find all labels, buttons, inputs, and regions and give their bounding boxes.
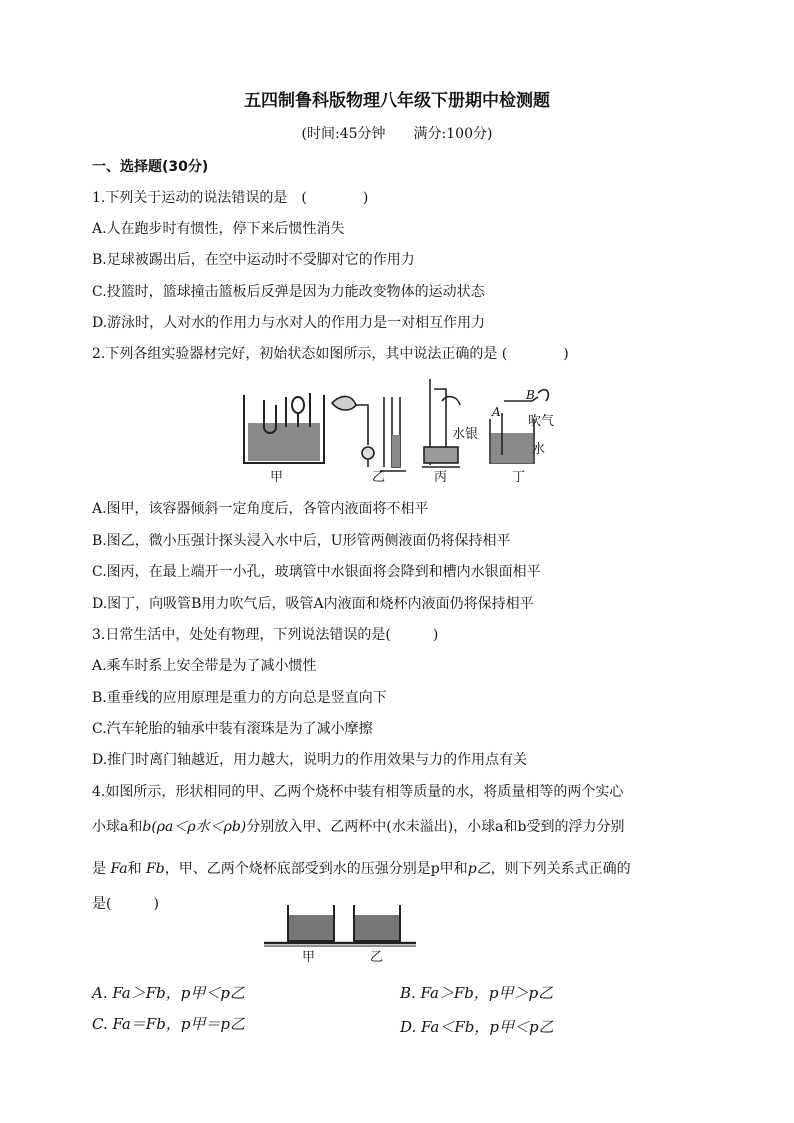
q4-figure-beakers: [262, 895, 422, 965]
q4-symbol-p-yi: p乙: [467, 861, 491, 877]
q2-option-b: B.图乙，微小压强计探头浸入水中后，U形管两侧液面仍将保持相平: [92, 533, 511, 549]
q4-line3-a: 是: [92, 861, 106, 877]
q4-line3: [92, 858, 631, 878]
q3-stem: 3.日常生活中，处处有物理，下列说法错误的是( ): [92, 627, 439, 643]
q2-option-c: C.图丙，在最上端开一小孔，玻璃管中水银面将会降到和槽内水银面相平: [92, 564, 541, 580]
q4-formula-density: b(ρa＜ρ水＜ρb): [142, 819, 247, 835]
label-water: 水: [532, 442, 546, 457]
q3-option-d: D.推门时离门轴越近，用力越大，说明力的作用效果与力的作用点有关: [92, 752, 528, 768]
q4-line3-b: ，甲、乙两个烧杯底部受到水的压强分别是p甲和: [164, 861, 468, 877]
q2-figure: [234, 375, 574, 485]
q4-line2-b: 分别放入甲、乙两杯中(水未溢出)，小球a和b受到的浮力分别: [246, 819, 625, 835]
page-title: 五四制鲁科版物理八年级下册期中检测题: [244, 91, 550, 111]
q4-line2-a: 小球a和: [92, 819, 143, 835]
q4-option-c: C. Fa＝Fb，p甲＝p乙: [92, 1015, 246, 1033]
q1-option-d: D.游泳时，人对水的作用力与水对人的作用力是一对相互作用力: [92, 315, 486, 331]
q4-option-d: D. Fa＜Fb，p甲＜p乙: [400, 1018, 554, 1036]
caption-beaker-yi: 乙: [370, 950, 384, 965]
q2-option-d: D.图丁，向吸管B用力吹气后，吸管A内液面和烧杯内液面仍将保持相平: [92, 596, 534, 612]
q1-option-b: B.足球被踢出后，在空中运动时不受脚对它的作用力: [92, 252, 415, 268]
q4-line2: [92, 816, 624, 836]
q3-option-c: C.汽车轮胎的轴承中装有滚珠是为了减小摩擦: [92, 721, 373, 737]
caption-yi: 乙: [372, 470, 386, 485]
q2-stem: 2.下列各组实验器材完好，初始状态如图所示，其中说法正确的是 ( ): [92, 346, 569, 362]
label-blow: 吹气: [528, 414, 555, 429]
q4-option-a: A. Fa＞Fb，p甲＜p乙: [92, 984, 245, 1002]
q2-option-a: A.图甲，该容器倾斜一定角度后，各管内液面将不相平: [92, 501, 429, 517]
q3-option-a: A.乘车时系上安全带是为了减小惯性: [92, 658, 317, 674]
caption-bing: 丙: [434, 470, 448, 485]
q4-line3-and: 和: [127, 861, 142, 877]
fig-bing-torricelli-tube: [422, 379, 460, 467]
q1-option-c: C.投篮时，篮球撞击篮板后反弹是因为力能改变物体的运动状态: [92, 284, 485, 300]
label-b: B: [526, 388, 535, 402]
q4-line4: 是( ): [92, 896, 159, 912]
q4-line3-c: ，则下列关系式正确的: [490, 861, 631, 877]
section-heading: 一、选择题(30分): [92, 159, 209, 175]
q4-symbol-fa: Fa: [110, 861, 128, 877]
q4-symbol-fb: Fb: [146, 861, 165, 877]
caption-jia: 甲: [270, 470, 284, 485]
caption-beaker-jia: 甲: [302, 950, 316, 965]
fig-jia-connected-vessel: [244, 393, 324, 463]
fig-yi-manometer: [332, 396, 406, 471]
caption-ding: 丁: [512, 470, 526, 485]
page-subtitle: (时间:45分钟 满分:100分): [301, 126, 493, 142]
q4-line1: 4.如图所示，形状相同的甲、乙两个烧杯中装有相等质量的水，将质量相等的两个实心: [92, 784, 624, 800]
q4-option-b: B. Fa＞Fb，p甲＞p乙: [400, 984, 554, 1002]
q1-option-a: A.人在跑步时有惯性，停下来后惯性消失: [92, 221, 345, 237]
q3-option-b: B.重垂线的应用原理是重力的方向总是竖直向下: [92, 690, 387, 706]
label-a: A: [492, 405, 501, 419]
label-mercury: 水银: [452, 427, 479, 442]
q1-stem: 1.下列关于运动的说法错误的是 ( ): [92, 190, 369, 206]
